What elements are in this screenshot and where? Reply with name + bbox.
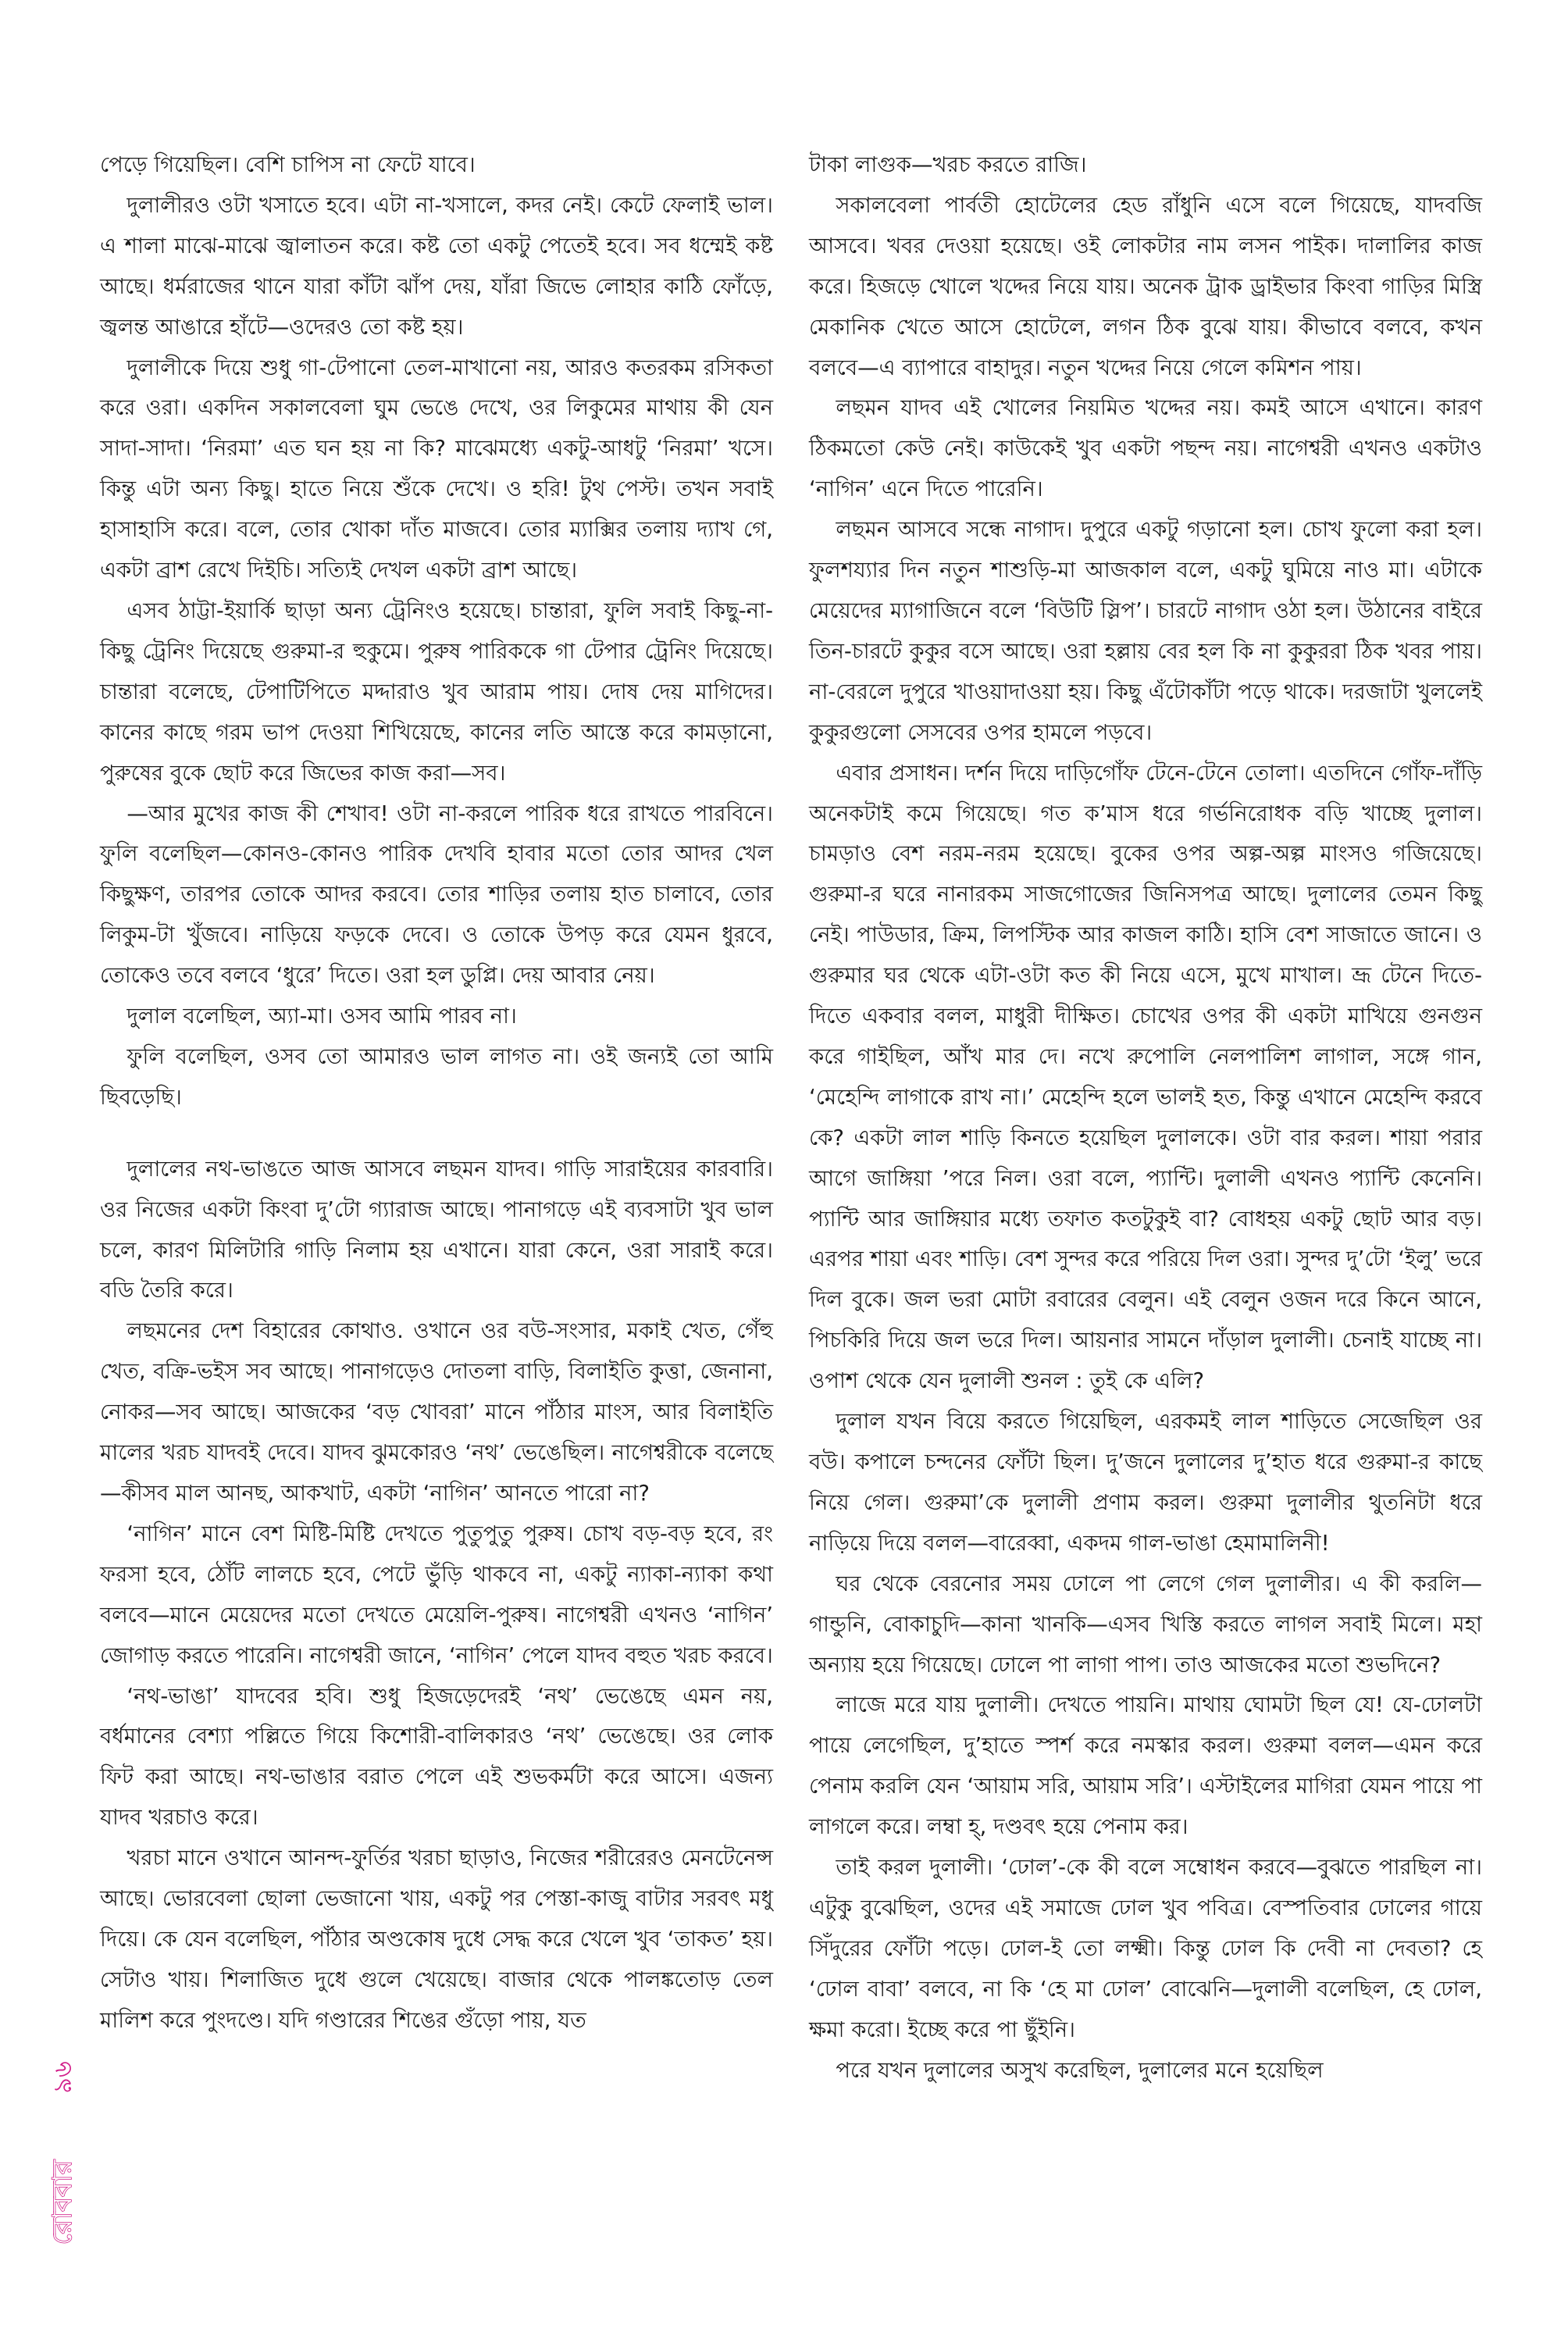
paragraph: টাকা লাগুক—খরচ করতে রাজি। [809, 152, 1087, 177]
magazine-name: রোববার [47, 2159, 78, 2245]
paragraph: লাজে মরে যায় দুলালী। দেখতে পায়নি। মাথায় ঘোমটা ছিল যে! যে-ঢোলটা পায়ে লেগেছিল, দু’হাতে স্পর্শ করে নমস্কার করল। গুরুমা বলল—এমন করে পেনাম করলি যেন ‘আয়াম সরি, আয়াম সরি’। এস্টাইলের মাগিরা যেমন পায়ে পা লাগলে করে। লম্বা হ্, দণ্ডবৎ হয়ে পেনাম কর। [809, 1692, 1482, 1840]
paragraph: লছমন আসবে সন্ধে নাগাদ। দুপুরে একটু গড়ানো হল। চোখ ফুলো করা হল। ফুলশয্যার দিন নতুন শাশুড়ি-মা আজকাল বলে, একটু ঘুমিয়ে নাও মা। এটাকে মেয়েদের ম্যাগাজিনে বলে ‘বিউটি স্লিপ’। চারটে নাগাদ ওঠা হল। উঠানের বাইরে তিন-চারটে কুকুর বসে আছে। ওরা হল্লায় বের হল কি না কুকুররা ঠিক খবর পায়। না-বেরলে দুপুরে খাওয়াদাওয়া হয়। কিছু এঁটোকাঁটা পড়ে থাকে। দরজাটা খুললেই কুকুরগুলো সেসবের ওপর হামলে পড়বে। [809, 517, 1482, 745]
left-text-column [100, 145, 773, 2042]
paragraph: ফুলি বলেছিল, ওসব তো আমারও ভাল লাগত না। ওই জন্যই তো আমি ছিবড়েছি। [100, 1043, 773, 1110]
paragraph: দুলালীরও ওটা খসাতে হবে। এটা না-খসালে, কদর নেই। কেটে ফেলাই ভাল। এ শালা মাঝে-মাঝে জ্বালাতন করে। কষ্ট তো একটু পেতেই হবে। সব ধম্মেই কষ্ট আছে। ধর্মরাজের থানে যারা কাঁটা ঝাঁপ দেয়, যাঁরা জিভে লোহার কাঠি ফোঁড়ে, জ্বলন্ত আঙারে হাঁটে—ওদেরও তো কষ্ট হয়। [100, 192, 773, 340]
section-start-paragraph: দুলালের নথ-ভাঙতে আজ আসবে লছমন যাদব। গাড়ি সারাইয়ের কারবারি। ওর নিজের একটা কিংবা দু’টো গ্যারাজ আছে। পানাগড়ে এই ব্যবসাটা খুব ভাল চলে, কারণ মিলিটারি গাড়ি নিলাম হয় এখানে। যারা কেনে, ওরা সারাই করে। বডি তৈরি করে। [100, 1156, 773, 1303]
paragraph: ঘর থেকে বেরনোর সময় ঢোলে পা লেগে গেল দুলালীর। এ কী করলি—গান্ডুনি, বোকাচুদি—কানা খানকি—এসব খিস্তি করতে লাগল সবাই মিলে। মহা অন্যায় হয়ে গিয়েছে। ঢোলে পা লাগা পাপ। তাও আজকের মতো শুভদিনে? [809, 1571, 1482, 1678]
page-number: ৯৬ [48, 2061, 77, 2094]
paragraph: ‘নাগিন’ মানে বেশ মিষ্টি-মিষ্টি দেখতে পুতুপুতু পুরুষ। চোখ বড়-বড় হবে, রং ফরসা হবে, ঠোঁট লালচে হবে, পেটে ভুঁড়ি থাকবে না, একটু ন্যাকা-ন্যাকা কথা বলবে—মানে মেয়েদের মতো দেখতে মেয়েলি-পুরুষ। নাগেশ্বরী এখনও ‘নাগিন’ জোগাড় করতে পারেনি। নাগেশ্বরী জানে, ‘নাগিন’ পেলে যাদব বহুত খরচ করবে। [100, 1521, 773, 1668]
paragraph: সকালবেলা পার্বতী হোটেলের হেড রাঁধুনি এসে বলে গিয়েছে, যাদবজি আসবে। খবর দেওয়া হয়েছে। ওই লোকটার নাম লসন পাইক। দালালির কাজ করে। হিজড়ে খোলে খদ্দের নিয়ে যায়। অনেক ট্রাক ড্রাইভার কিংবা গাড়ির মিস্ত্রি মেকানিক খেতে আসে হোটেলে, লগন ঠিক বুঝে যায়। কীভাবে বলবে, কখন বলবে—এ ব্যাপারে বাহাদুর। নতুন খদ্দের নিয়ে গেলে কমিশন পায়। [809, 192, 1482, 380]
paragraph: খরচা মানে ওখানে আনন্দ-ফুর্তির খরচা ছাড়াও, নিজের শরীরেরও মেনটেনেন্স আছে। ভোরবেলা ছোলা ভেজানো খায়, একটু পর পেস্তা-কাজু বাটার সরবৎ মধু দিয়ে। কে যেন বলেছিল, পাঁঠার অণ্ডকোষ দুধে সেদ্ধ করে খেলে খুব ‘তাকত’ হয়। সেটাও খায়। শিলাজিত দুধে গুলে খেয়েছে। বাজার থেকে পালঙ্কতোড় তেল মালিশ করে পুংদণ্ডে। যদি গণ্ডারের শিঙের গুঁড়ো পায়, যত [100, 1845, 773, 2033]
paragraph: দুলাল বলেছিল, অ্যা-মা। ওসব আমি পারব না। [127, 1004, 517, 1029]
paragraph: পরে যখন দুলালের অসুখ করেছিল, দুলালের মনে হয়েছিল [836, 2057, 1324, 2083]
paragraph: তাই করল দুলালী। ‘ঢোল’-কে কী বলে সম্বোধন করবে—বুঝতে পারছিল না। এটুকু বুঝেছিল, ওদের এই সমাজে ঢোল খুব পবিত্র। বেস্পতিবার ঢোলের গায়ে সিঁদুরের ফোঁটা পড়ে। ঢোল-ই তো লক্ষ্মী। কিন্তু ঢোল কি দেবী না দেবতা? হে ‘ঢোল বাবা’ বলবে, না কি ‘হে মা ঢোল’ বোঝেনি—দুলালী বলেছিল, হে ঢোল, ক্ষমা করো। ইচ্ছে করে পা ছুঁইনি। [809, 1855, 1482, 2042]
paragraph: পেড়ে গিয়েছিল। বেশি চাপিস না ফেটে যাবে। [100, 152, 476, 177]
paragraph: লছমন যাদব এই খোলের নিয়মিত খদ্দের নয়। কমই আসে এখানে। কারণ ঠিকমতো কেউ নেই। কাউকেই খুব একটা পছন্দ নয়। নাগেশ্বরী এখনও একটাও ‘নাগিন’ এনে দিতে পারেনি। [809, 395, 1482, 502]
paragraph: এবার প্রসাধন। দর্শন দিয়ে দাড়িগোঁফ টেনে-টেনে তোলা। এতদিনে গোঁফ-দাঁড়ি অনেকটাই কমে গিয়েছে। গত ক’মাস ধরে গর্ভনিরোধক বড়ি খাচ্ছে দুলাল। চামড়াও বেশ নরম-নরম হয়েছে। বুকের ওপর অল্প-অল্প মাংসও গজিয়েছে। গুরুমা-র ঘরে নানারকম সাজগোজের জিনিসপত্র আছে। দুলালের তেমন কিছু নেই। পাউডার, ক্রিম, লিপস্টিক আর কাজল কাঠি। হাসি বেশ সাজাতে জানে। ও গুরুমার ঘর থেকে এটা-ওটা কত কী নিয়ে এসে, মুখে মাখাল। ভ্রূ টেনে দিতে-দিতে একবার বলল, মাধুরী দীক্ষিত। চোখের ওপর কী একটা মাখিয়ে গুনগুন করে গাইছিল, আঁখ মার দে। নখে রুপোলি নেলপালিশ লাগাল, সঙ্গে গান, ‘মেহেন্দি লাগাকে রাখ না।’ মেহেন্দি হলে ভালই হত, কিন্তু এখানে মেহেন্দি করবে কে? একটা লাল শাড়ি কিনতে হয়েছিল দুলালকে। ওটা বার করল। শায়া পরার আগে জাঙ্গিয়া ’পরে নিল। ওরা বলে, প্যান্টি। দুলালী এখনও প্যান্টি কেনেনি। প্যান্টি আর জাঙ্গিয়ার মধ্যে তফাত কতটুকুই বা? বোধহয় একটু ছোট আর বড়। এরপর শায়া এবং শাড়ি। বেশ সুন্দর করে পরিয়ে দিল ওরা। সুন্দর দু’টো ‘ইলু’ ভরে দিল বুকে। জল ভরা মোটা রবারের বেলুন। এই বেলুন ওজন দরে কিনে আনে, পিচকিরি দিয়ে জল ভরে দিল। আয়নার সামনে দাঁড়াল দুলালী। চেনাই যাচ্ছে না। ওপাশ থেকে যেন দুলালী শুনল : তুই কে এলি? [809, 760, 1482, 1394]
page-folio [39, 2054, 86, 2288]
paragraph: দুলালীকে দিয়ে শুধু গা-টেপানো তেল-মাখানো নয়, আরও কতরকম রসিকতা করে ওরা। একদিন সকালবেলা ঘুম ভেঙে দেখে, ওর লিকুমের মাথায় কী যেন সাদা-সাদা। ‘নিরমা’ এত ঘন হয় না কি? মাঝেমধ্যে একটু-আধটু ‘নিরমা’ খসে। কিন্তু এটা অন্য কিছু। হাতে নিয়ে শুঁকে দেখে। ও হরি! টুথ পেস্ট। তখন সবাই হাসাহাসি করে। বলে, তোর খোকা দাঁত মাজবে। তোর ম্যাক্সির তলায় দ্যাখ গে, একটা ব্রাশ রেখে দিইচি। সত্যিই দেখল একটা ব্রাশ আছে। [100, 355, 773, 583]
right-text-column [809, 145, 1482, 2091]
paragraph: দুলাল যখন বিয়ে করতে গিয়েছিল, এরকমই লাল শাড়িতে সেজেছিল ওর বউ। কপালে চন্দনের ফোঁটা ছিল। দু’জনে দুলালের দু’হাত ধরে গুরুমা-র কাছে নিয়ে গেল। গুরুমা’কে দুলালী প্রণাম করল। গুরুমা দুলালীর থুতনিটা ধরে নাড়িয়ে দিয়ে বলল—বারেব্বা, একদম গাল-ভাঙা হেমামালিনী! [809, 1409, 1482, 1556]
paragraph: এসব ঠাট্টা-ইয়ার্কি ছাড়া অন্য ট্রেনিংও হয়েছে। চান্তারা, ফুলি সবাই কিছু-না-কিছু ট্রেনিং দিয়েছে গুরুমা-র হুকুমে। পুরুষ পারিককে গা টেপার ট্রেনিং দিয়েছে। চান্তারা বলেছে, টেপাটিপিতে মদ্দারাও খুব আরাম পায়। দোষ দেয় মাগিদের। কানের কাছে গরম ভাপ দেওয়া শিখিয়েছে, কানের লতি আস্তে করে কামড়ানো, পুরুষের বুকে ছোট করে জিভের কাজ করা—সব। [100, 597, 773, 786]
paragraph: লছমনের দেশ বিহারের কোথাও. ওখানে ওর বউ-সংসার, মকাই খেত, গেঁহু খেত, বক্রি-ভইস সব আছে। পানাগড়েও দোতলা বাড়ি, বিলাইতি কুত্তা, জেনানা, নোকর—সব আছে। আজকের ‘বড় খোবরা’ মানে পাঁঠার মাংস, আর বিলাইতি মালের খরচ যাদবই দেবে। যাদব ঝুমকোরও ‘নথ’ ভেঙেছিল। নাগেশ্বরীকে বলেছে—কীসব মাল আনছ, আকখাট, একটা ‘নাগিন’ আনতে পারো না? [100, 1318, 773, 1506]
paragraph: —আর মুখের কাজ কী শেখাব! ওটা না-করলে পারিক ধরে রাখতে পারবিনে। ফুলি বলেছিল—কোনও-কোনও পারিক দেখবি হাবার মতো তোর আদর খেল কিছুক্ষণ, তারপর তোকে আদর করবে। তোর শাড়ির তলায় হাত চালাবে, তোর লিকুম-টা খুঁজবে। নাড়িয়ে ফড়কে দেবে। ও তোকে উপড় করে যেমন ধুরবে, তোকেও তবে বলবে ‘ধুরে’ দিতে। ওরা হল ডুপ্লি। দেয় আবার নেয়। [100, 801, 773, 989]
paragraph: ‘নথ-ভাঙা’ যাদবের হবি। শুধু হিজড়েদেরই ‘নথ’ ভেঙেছে এমন নয়, বর্ধমানের বেশ্যা পল্লিতে গিয়ে কিশোরী-বালিকারও ‘নথ’ ভেঙেছে। ওর লোক ফিট করা আছে। নথ-ভাঙার বরাত পেলে এই শুভকর্মটা করে আসে। এজন্য যাদব খরচাও করে। [100, 1683, 773, 1831]
